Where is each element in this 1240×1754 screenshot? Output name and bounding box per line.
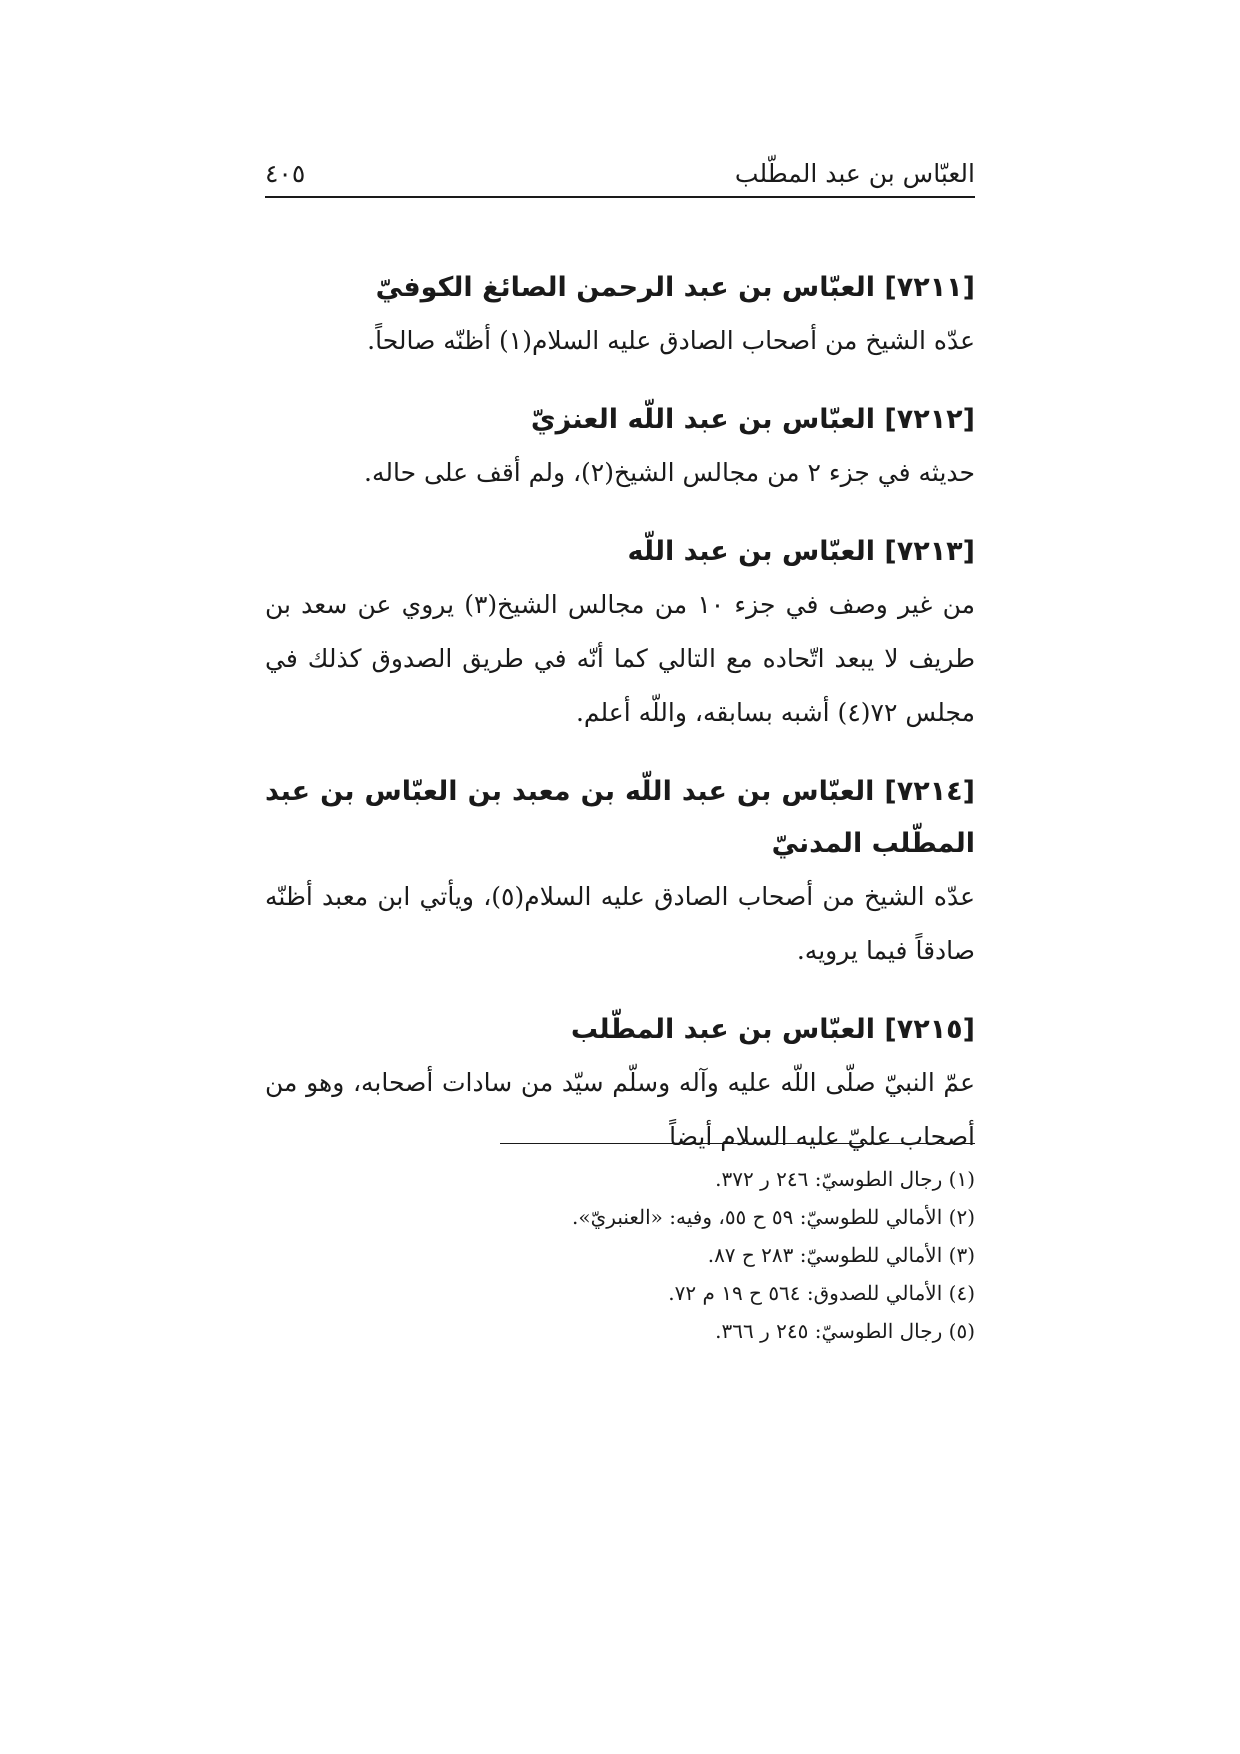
entry-body: من غير وصف في جزء ١٠ من مجالس الشيخ(٣) يروي عن سعد بن طريف لا يبعد اتّحاده مع التالي كما أنّه في طريق الصدوق كذلك في مجلس ٧٢(٤) أشبه بسابقه، واللّه أعلم.	[265, 590, 975, 727]
entry	[265, 526, 975, 740]
footnote-divider	[500, 1143, 975, 1144]
entry-title: [٧٢١٣] العبّاس بن عبد اللّه	[627, 536, 975, 567]
entry-body: عمّ النبيّ صلّى اللّه عليه وآله وسلّم سيّد من سادات أصحابه، وهو من أصحاب عليّ عليه السلام أيضاً	[265, 1068, 975, 1151]
running-title: العبّاس بن عبد المطّلب	[734, 159, 975, 188]
footnote: (٤) الأمالي للصدوق: ٥٦٤ ح ١٩ م ٧٢.	[668, 1281, 975, 1305]
entry	[265, 394, 975, 500]
footnotes	[265, 1160, 975, 1350]
entry-title: [٧٢١٤] العبّاس بن عبد اللّه بن معبد بن العبّاس بن عبد المطّلب المدنيّ	[265, 776, 975, 859]
footnote: (٥) رجال الطوسيّ: ٢٤٥ ر ٣٦٦.	[715, 1319, 975, 1343]
entry-title: [٧٢١١] العبّاس بن عبد الرحمن الصائغ الكوفيّ	[375, 272, 975, 303]
entry-title: [٧٢١٥] العبّاس بن عبد المطّلب	[570, 1014, 975, 1045]
page-header	[265, 150, 975, 196]
entry	[265, 262, 975, 368]
entry	[265, 1004, 975, 1164]
page-number: ٤٠٥	[265, 159, 306, 188]
entry-body: حديثه في جزء ٢ من مجالس الشيخ(٢)، ولم أقف على حاله.	[364, 458, 975, 487]
entry-body: عدّه الشيخ من أصحاب الصادق عليه السلام(٥)، ويأتي ابن معبد أظنّه صادقاً فيما يرويه.	[265, 882, 975, 965]
main-text	[265, 262, 975, 1190]
entry-title: [٧٢١٢] العبّاس بن عبد اللّه العنزيّ	[530, 404, 975, 435]
header-divider	[265, 196, 975, 198]
footnote: (٣) الأمالي للطوسيّ: ٢٨٣ ح ٨٧.	[707, 1243, 975, 1267]
entry-body: عدّه الشيخ من أصحاب الصادق عليه السلام(١) أظنّه صالحاً.	[367, 326, 975, 355]
footnote: (٢) الأمالي للطوسيّ: ٥٩ ح ٥٥، وفيه: «العنبريّ».	[572, 1205, 975, 1229]
footnote: (١) رجال الطوسيّ: ٢٤٦ ر ٣٧٢.	[715, 1167, 975, 1191]
entry	[265, 766, 975, 978]
